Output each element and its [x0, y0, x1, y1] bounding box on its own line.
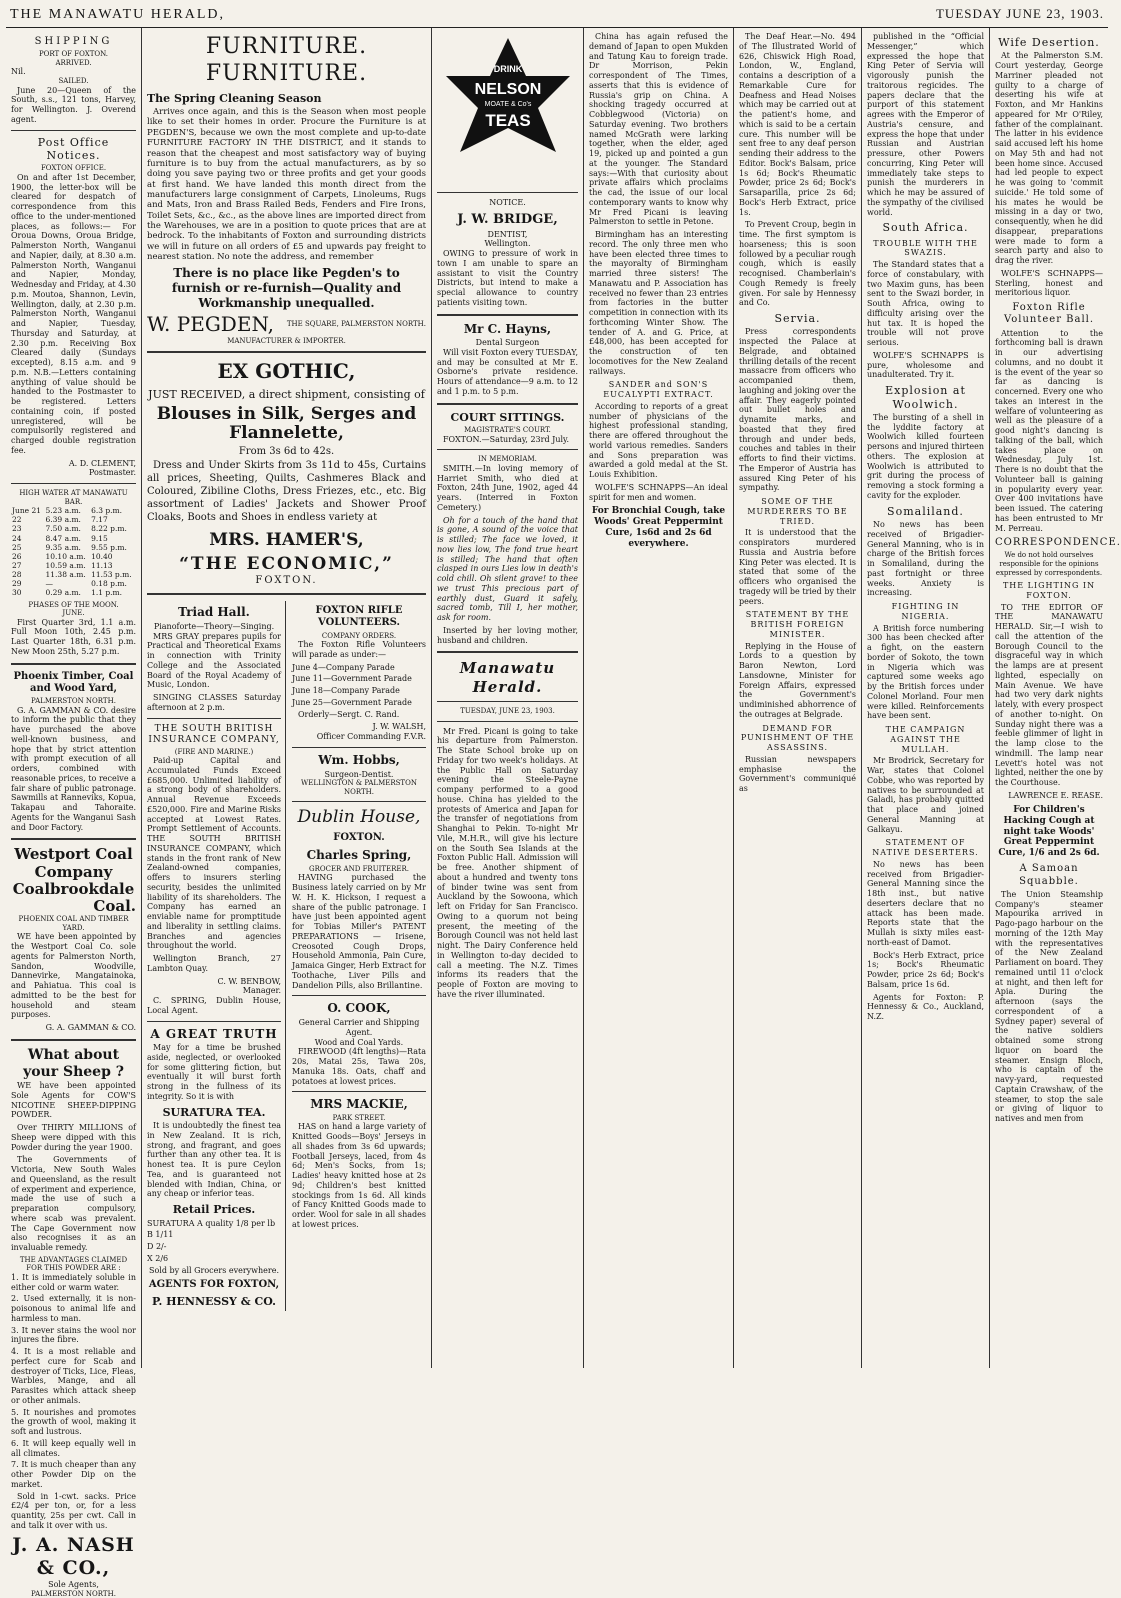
col6-serbia: Servia.: [774, 312, 821, 325]
col7b-volunteer: Foxton Rifle Volunteer Ball.: [1003, 302, 1095, 326]
tide-cell: 27: [12, 561, 22, 571]
tide-cell: 10.59 a.m.: [45, 561, 86, 571]
court-heading: COURT SITTINGS.: [450, 410, 565, 424]
post-heading: Post Office Notices.: [37, 135, 110, 162]
col7a-sa: South Africa.: [882, 221, 969, 235]
tea-brand: NELSON: [474, 81, 541, 98]
truth-text: May for a time be brushed aside, neglected, or overlooked for some glittering fiction, but eventually it will burst forth strong in the fullness of its integrity. So it is with: [147, 1043, 281, 1101]
moon-month: JUNE.: [62, 609, 85, 618]
price-item: SURATURA A quality 1/8 per lb: [147, 1218, 276, 1228]
dublin-text: HAVING purchased the Business lately carried on by Mr W. H. K. Hickson, I request a share of the public patronage. I have just been appointed agent for Tobias Miller's PATENT PREPARATIONS — Irisene, Creosoted Cough Drops, Household Ammonia, Pain Cure, Jamaica Ginger, Herb Extract for Toothache, Liver Pills and Dandelion Pills, also Brillantine.: [292, 873, 426, 990]
col6-text-3: Press correspondents inspected the Palace at Belgrade, and obtained thrilling details of the recent massacre from officers who accompanied them, laughing and joking over the affair. They eagerly pointed out bullet holes and dynamite marks, and boasted that they fired through and under beds, couches and tables in their efforts to find their victims. The Emperor of Austria has assured King Peter of his sympathy.: [739, 327, 856, 493]
tide-cell: 6.39 a.m.: [45, 515, 81, 525]
westport-yard: PHOENIX COAL AND TIMBER YARD.: [18, 915, 129, 932]
suratura-prices-heading: Retail Prices.: [172, 1203, 256, 1217]
westport-sub1: Coalbrookdale: [12, 879, 135, 898]
col7a-deserters: STATEMENT OF NATIVE DESERTERS.: [872, 838, 979, 858]
tide-cell: 7.50 a.m.: [45, 524, 81, 534]
tide-cell: 11.53 p.m.: [91, 570, 132, 580]
shipping-heading: SHIPPING: [34, 36, 113, 47]
insurance-manager: C. W. BENBOW,: [217, 976, 281, 986]
tide-cell: 7.17: [91, 515, 108, 525]
rifles-title: Officer Commanding F.V.R.: [316, 732, 426, 742]
triad-sub: Pianoforte—Theory—Singing.: [153, 621, 275, 631]
masthead-date: TUESDAY JUNE 23, 1903.: [935, 6, 1104, 21]
col7a-somaliland: Somaliland.: [887, 504, 964, 518]
mackie-name: MRS MACKIE,: [310, 1097, 408, 1112]
tide-cell: June 21: [12, 506, 42, 516]
col7b-signed: LAWRENCE E. REASE.: [1008, 790, 1103, 800]
advantage-item: 7. It is much cheaper than any other Powder Dip on the market.: [11, 1460, 136, 1489]
col7a-text-3: The bursting of a shell in the lyddite factory at Woolwich killed fourteen persons and injured thirteen others. The explosion at Woolwich is attributed to grit during the process of removing a stock forming a cavity for the exploder.: [867, 412, 984, 500]
col7a-swazis: TROUBLE WITH THE SWAZIS.: [873, 238, 978, 258]
col6-murderers: SOME OF THE MURDERERS TO BE TRIED.: [747, 497, 848, 526]
bridge-name: J. W. BRIDGE,: [457, 211, 558, 227]
advantage-item: 5. It nourishes and promotes the growth of wool, making it soft and lustrous.: [11, 1407, 136, 1437]
col7b-corr: CORRESPONDENCE.: [995, 537, 1121, 549]
tide-cell: 0.18 p.m.: [91, 579, 127, 589]
col7a-text-6: Mr Brodrick, Secretary for War, states that Colonel Cobbe, who was reported by natives to be surrounded at Galadi, has probably quitted that place and joined General Manning at Galkayu.: [867, 756, 984, 834]
mackie-text: HAS on hand a large variety of Knitted Goods—Boys' Jerseys in all shades from 3s 6d upwards; Football Jerseys, laced, from 4s 6d; Men's Socks, from 1s; Ladies' heavy knitted hose at 2s 9d; Children's best knitted stockings from 1s 6d. All kinds of Fancy Knitted Goods made to order. Wool for sale in all shades at lowest prices.: [292, 1122, 426, 1229]
shipping-port: PORT OF FOXTON.: [38, 50, 109, 59]
tide-cell: 8.47 a.m.: [45, 533, 81, 543]
col7a-text-1: published in the “Official Messenger,” which expressed the hope that King Peter of Servia will vigorously punish the traitorous regicides. The papers declare that the purport of this statement agrees with the Emperor of Austria's censure, and express the hope that under Russian and Austrian pressure, other Powers concurring, King Peter will immediately take steps to punish the murderers in which he may be assured of the sympathy of the civilised world.: [867, 32, 984, 217]
furniture-firm: W. PEGDEN,: [147, 312, 275, 337]
col7a-woolwich: Explosion at Woolwich.: [885, 384, 966, 411]
tide-cell: 11.38 a.m.: [45, 570, 86, 580]
sheep-firm-place: PALMERSTON NORTH.: [31, 1589, 116, 1598]
dublin-place: FOXTON.: [333, 832, 385, 844]
tide-cell: 9.35 a.m.: [45, 542, 81, 552]
dublin-heading: Dublin House,: [297, 807, 421, 828]
col7b-lighting: THE LIGHTING IN FOXTON.: [1002, 581, 1096, 600]
bridge-place: Wellington.: [484, 239, 531, 249]
col5-text-1: China has again refused the demand of Japan to open Mukden and Tatung Kau to foreign trade. Dr Morrison, Pekin correspondent of The Times, asserts that this is evidence of Russia's grip on China. A shocking tragedy occurred at Cobblegwood (Victoria) on Saturday evening. Two brothers named McGrath were larking together, when the elder, aged 19, picked up and pointed a gun at the younger. The Standard says:—With that curiosity about private affairs which proclaims the cad, the issue of our local contemporary wants to know why Mr Fred Picani is leaving Palmerston to settle in Petone.: [589, 32, 728, 227]
dublin-trade: GROCER AND FRUITERER.: [308, 864, 410, 873]
furniture-address: THE SQUARE, PALMERSTON NORTH.: [286, 320, 426, 329]
shipping-sailed: SAILED.: [58, 77, 89, 85]
shipping-text: June 20—Queen of the South, s.s., 121 tons, Harvey, for Wellington. J. Overend agent.: [11, 85, 136, 124]
tide-table: [11, 506, 136, 597]
furniture-bold: There is no place like Pegden's to furnish or re-furnish—Quality and Workmanship unequalled.: [171, 266, 402, 310]
advantage-item: 6. It will keep equally well in all climates.: [11, 1438, 136, 1458]
tide-cell: 22: [12, 515, 22, 525]
sheep-text-3: The Governments of Victoria, New South Wales and Queensland, as the result of experiment and experience, made the use of such a preparation compulsory, where scab was prevalent. The Cape Government now also recognises it as an invaluable remedy.: [11, 1155, 136, 1253]
court-date: FOXTON.—Saturday, 23rd July.: [443, 434, 570, 444]
column-2: [142, 28, 432, 1368]
hamer-text: Dress and Under Skirts from 3s 11d to 45s, Curtains all prices, Sheeting, Quilts, Cashmeres Black and Coloured, Zibiline Cloths, Dress Friezes, etc., etc. Big assortment of Ladies' Jackets and Shower Proof Cloaks, Boots and Shoes in endless variety at: [147, 459, 426, 523]
rifles-text: The Foxton Rifle Volunteers will parade as under:—: [292, 640, 426, 659]
price-item: B 1/11: [147, 1230, 174, 1240]
col6-text-2: To Prevent Croup, begin in time. The first symptom is hoarseness; this is soon followed by a peculiar rough cough, which is easily recognised. Chamberlain's Cough Remedy is freely given. For sale by Hennessy and Co.: [739, 220, 856, 308]
advantage-item: 1. It is immediately soluble in either cold or warm water.: [11, 1272, 136, 1292]
hobbs-place: WELLINGTON & PALMERSTON NORTH.: [301, 779, 417, 796]
col7a-bock: Bock's Herb Extract, price 1s; Bock's Rheumatic Powder, price 2s 6d; Bock's Balsam, price 1s 6d.: [867, 950, 984, 989]
parade-item: June 25—Government Parade: [292, 697, 412, 707]
cook-trade: General Carrier and Shipping Agent.: [298, 1018, 420, 1037]
col7a-text-2: The Standard states that a force of constabulary, with two Maxim guns, has been sent to the Swazi border, in South Africa, owing to difficulty arising over the hut tax. It is hoped the trouble will not prove serious.: [867, 260, 984, 348]
tide-row: [11, 506, 136, 515]
parade-item: June 18—Company Parade: [292, 686, 400, 696]
insurance-text: Paid-up Capital and Accumulated Funds Exceed £685,000. Unlimited liability of a strong body of shareholders. Annual Revenue Exceeds £520,000. Fire and Marine Risks accepted at Lowest Rates. Prompt Settlement of Accounts. THE SOUTH BRITISH INSURANCE COMPANY, which stands in the front rank of New Zealand-owned companies, offers to insurers sterling security, besides the unlimited liability of its shareholders. The Company has earned an enviable name for promptitude and liberality in settling claims. Branches and agencies throughout the world.: [147, 756, 281, 951]
hamer-heading: EX GOTHIC,: [217, 359, 356, 384]
post-text: On and after 1st December, 1900, the letter-box will be cleared for despatch of correspondence from this office to the under-mentioned places, as follows:— For Oroua Downs, Oroua Bridge, Palmerston North, Wanganui and Napier, daily, at 8.30 a.m. Palmerston North, Wanganui and Napier, Monday, Wednesday and Friday, at 4.30 p.m. Moutoa, Shannon, Levin, Wellington, daily, at 2.30 p.m. Palmerston North, Wanganui and Napier, Tuesday, Thursday and Saturday, at 2.30 p.m. Receiving Box Cleared daily (Sundays excepted), 8.15 a.m. and 9 p.m. N.B.—Letters containing anything of value should be handed to the Postmaster to be registered. Letters containing coin, if posted unregistered, will be compulsorily registered and charged double registration fee.: [11, 172, 136, 455]
tide-cell: 8.22 p.m.: [91, 524, 127, 534]
herald-text: Mr Fred. Picani is going to take his departure from Palmerston. The State School broke up on Friday for two week's holidays. At the Public Hall on Saturday evening the Steele-Payne company performed to a good house. China has yielded to the protests of America and Japan for the transfer of negotiations from Shanghai to Pekin. To-night Mr Vile, M.H.R., will give his lecture on the South Sea Islands at the Foxton Public Hall. Admission will be free. Another shipment of about a hundred and twenty tons of binder twine was sent from Auckland by the Sowoona, which left on Friday for San Francisco. Owing to a quorum not being present, the meeting of the Borough Council was not held last night. The Dairy Conference held in Wellington to-day decided to call a meeting. The N.Z. Times informs its readers that the people of Foxton are moving to have the river illuminated.: [437, 726, 578, 999]
tide-cell: 29: [12, 579, 22, 589]
rifles-parades-list: [292, 663, 426, 708]
col7a-agent: Agents for Foxton: P. Hennessy & Co., Auckland, N.Z.: [867, 992, 984, 1022]
col5-text-3: According to reports of a great number of physicians of the highest professional standing, there are offered throughout the world various remedies. Sanders and Sons preparation was awarded a gold medal at the St. Louis Exhibition.: [589, 401, 728, 479]
tide-row: [11, 534, 136, 543]
post-title: Postmaster.: [88, 468, 136, 478]
tide-row: [11, 515, 136, 524]
truth-heading: A GREAT TRUTH: [150, 1026, 278, 1041]
masthead: [6, 4, 1108, 28]
memoriam-heading: IN MEMORIAM.: [478, 455, 537, 464]
hobbs-name: Wm. Hobbs,: [318, 752, 400, 767]
post-signed: A. D. CLEMENT,: [68, 458, 136, 468]
col7b-text-2: Attention to the forthcoming ball is drawn in our advertising columns, and no doubt it is the event of the year so far as dancing is concerned. Every one who takes an interest in the welfare of volunteering as well as the pleasure of a good night's dancing is talking of the ball, which takes place on Wednesday, July 1st. There is no doubt that the Volunteer ball is gaining in popularity every year. Over 400 invitations have been issued. The catering has been entrusted to Mr M. Perreau.: [995, 328, 1103, 533]
hamer-price: From 3s 6d to 42s.: [238, 446, 335, 458]
advantage-item: 4. It is a most reliable and perfect cure for Scab and destroyer of Ticks, Lice, Fleas, Warbles, Mange, and all Parasites which attack sheep or other animals.: [11, 1347, 136, 1405]
price-item: X 2/6: [147, 1253, 169, 1263]
dublin-name: Charles Spring,: [306, 848, 412, 863]
col7b-text-4: The Union Steamship Company's steamer Mapourika arrived in Pago-pago harbour on the morning of the 12th May with the representatives of the New Zealand Parliament on board. They remained until 11 o'clock at night, and then left for Apia. During the afternoon (says the correspondent of a Sydney paper) several of the native soldiers obtained some strong liquor on board the steamer. Ensign Bloch, who is captain of the navy-yard, requested Captain Crawshaw, of the steamer, to stop the sale or giving of liquor to natives and men from: [995, 889, 1103, 1124]
price-item: D 2/-: [147, 1242, 167, 1252]
herald-flag: Manawatu Herald.: [459, 659, 556, 696]
furniture-trade: MANUFACTURER & IMPORTER.: [227, 336, 346, 345]
cook-sub: Wood and Coal Yards.: [314, 1037, 404, 1047]
column-7: [990, 28, 1121, 1368]
bridge-notice: NOTICE.: [489, 198, 526, 207]
sheep-sold: Sold in 1-cwt. sacks. Price £2/4 per ton, or, for a less quantity, 25s per cwt. Call in and talk it over with us.: [11, 1491, 136, 1530]
bridge-title: DENTIST,: [487, 229, 528, 239]
tide-row: [11, 588, 136, 597]
parade-item: June 4—Company Parade: [292, 662, 395, 672]
cook-text: FIREWOOD (4ft lengths)—Rata 20s, Matai 25s, Tawa 20s, Manuka 18s. Oats, chaff and potatoes at lowest prices.: [292, 1047, 426, 1086]
col7a-text-5: A British force numbering 300 has been checked after a fight, on the eastern border of Sokoto, the town in Nigeria which was captured some weeks ago by the British forces under Colonel Morland. Four men were killed. Reinforcements have been sent.: [867, 623, 984, 721]
col6-text-5: Replying in the House of Lords to a question by Baron Newton, Lord Lansdowne, Minister for Foreign Affairs, expressed the Government's undiminished abhorrence of the outrages at Belgrade.: [739, 641, 856, 719]
westport-sub2: Coal.: [93, 897, 136, 916]
col5-bronchial: For Bronchial Cough, take Woods' Great Peppermint Cure, 1s6d and 2s 6d everywhere.: [591, 506, 726, 550]
col6-demand: DEMAND FOR PUNISHMENT OF THE ASSASSINS.: [740, 723, 855, 753]
nelson-tea-advert: [437, 36, 578, 186]
col7b-text-1: At the Palmerston S.M. Court yesterday, George Marriner pleaded not guilty to a charge of deserting his wife at Foxton, and Mr Hankins appeared for Mr O'Riley, father of the complainant. The latter in his evidence said accused left his home on May 5th and had not been home since. Accused had led people to expect he was going to 'commit suicide.' He told some of his mates he would be missing in a day or two, consequently, when he did disappear, preparations were made to form a search party and also to drag the river.: [995, 51, 1103, 266]
col7b-heading: Wife Desertion.: [998, 36, 1100, 49]
col6-text-1: The Deaf Hear.—No. 494 of The Illustrated World of 626, Chiswick High Road, London, W., England, contains a description of a Remarkable Cure for Deafness and Head Noises which may be carried out at the patient's home, and which is said to be a certain cure. This number will be sent free to any deaf person sending their address to the Editor. Bock's Balsam, price 1s 6d; Bock's Rheumatic Powder, price 2s 6d; Bock's Sarsaparilla, price 2s 6d; Bock's Herb Extract, price 1s.: [739, 32, 856, 217]
tide-cell: 5.23 a.m.: [45, 506, 81, 516]
col7b-samoan: A Samoan Squabble.: [1019, 863, 1079, 887]
insurance-heading: THE SOUTH BRITISH INSURANCE COMPANY,: [148, 723, 280, 745]
phoenix-heading: Phoenix Timber, Coal and Wood Yard,: [13, 670, 134, 694]
column-5: [734, 28, 862, 1368]
col6-text-6: Russian newspapers emphasise the Government's communiqué as: [739, 754, 856, 794]
masthead-title: THE MANAWATU HERALD,: [10, 7, 226, 22]
tide-cell: 26: [12, 551, 22, 561]
star-logo-icon: [438, 36, 578, 186]
hamer-lead: JUST RECEIVED, a direct shipment, consisting of: [148, 387, 425, 401]
moon-heading: PHASES OF THE MOON.: [28, 600, 119, 609]
hamer-blouses: Blouses in Silk, Serges and Flannelette,: [156, 404, 417, 443]
court-sub: MAGISTRATE'S COURT.: [464, 426, 551, 435]
hayns-name: Mr C. Hayns,: [463, 321, 552, 336]
furniture-heading: FURNITURE. FURNITURE.: [205, 34, 368, 86]
rifles-sub: COMPANY ORDERS.: [321, 631, 397, 640]
tide-row: [11, 570, 136, 579]
tide-cell: —: [45, 579, 53, 589]
triad-heading: Triad Hall.: [178, 605, 250, 620]
col7a-text-4: No news has been received of Brigadier-General Manning, who is in charge of the British forces in Somaliland, during the past fortnight or three weeks. Anxiety is increasing.: [867, 520, 984, 598]
memoriam-signed: Inserted by her loving mother, husband and children.: [437, 625, 578, 645]
phoenix-place: PALMERSTON NORTH.: [31, 697, 116, 706]
col7a-text-7: No news has been received from Brigadier-General Manning since the 18th inst., but native deserters declare that no attack has been made. Reports state that the Mullah is sixty miles east-north-east of Damot.: [867, 859, 984, 947]
col7b-text-3: TO THE EDITOR OF THE MANAWATU HERALD. Sir,—I wish to call the attention of the Borough Council to the disgraceful way in which the lamps are at present lighted, especially on Main Avenue. We have had two very dark nights lately, with every prospect of another to-night. On Sunday night there was a feeble glimmer of light in the lamp close to the windmill. The lamp near Levett's hotel was not lighted, neither the one by the Courthouse.: [995, 602, 1103, 788]
insurance-manager-title: Manager.: [242, 986, 281, 996]
column-4: [584, 28, 734, 1368]
shipping-arrived: ARRIVED.: [55, 58, 92, 67]
tea-drink: DRINK: [493, 64, 522, 74]
column-6: [862, 28, 990, 1368]
insurance-office: Wellington Branch, 27 Lambton Quay.: [147, 954, 281, 973]
tide-cell: 24: [12, 533, 22, 543]
col7a-mullah: THE CAMPAIGN AGAINST THE MULLAH.: [885, 725, 966, 754]
col7b-wolfe: WOLFE'S SCHNAPPS—Sterling, honest and meritorious liquor.: [995, 268, 1103, 298]
westport-heading: Westport Coal Company: [14, 845, 133, 881]
rifles-heading: FOXTON RIFLE VOLUNTEERS.: [315, 605, 403, 629]
furniture-sub: The Spring Cleaning Season: [147, 91, 322, 105]
insurance-agent: C. SPRING, Dublin House, Local Agent.: [147, 996, 281, 1015]
westport-signed: G. A. GAMMAN & CO.: [45, 1023, 136, 1033]
tea-product: TEAS: [484, 111, 531, 130]
insurance-sub: (FIRE AND MARINE.): [174, 747, 254, 756]
triad-singing: SINGING CLASSES Saturday afternoon at 2 p.m.: [147, 693, 281, 712]
tea-maker: MOATE & Co's: [484, 101, 531, 108]
parade-item: June 11—Government Parade: [292, 674, 412, 684]
hamer-firm: MRS. HAMER'S,: [209, 529, 364, 550]
triad-text: MRS GRAY prepares pupils for Practical and Theoretical Exams in connection with Trinity College and the Associated Board of the Royal Academy of Music, London.: [147, 631, 281, 690]
hobbs-title: Surgeon-Dentist.: [324, 769, 394, 779]
col7a-wolfe: WOLFE'S SCHNAPPS is pure, wholesome and unadulterated. Try it.: [867, 350, 984, 380]
tide-row: [11, 579, 136, 588]
tide-cell: 10.10 a.m.: [45, 551, 86, 561]
furniture-text: Arrives once again, and this is the Season when most people like to set their homes in order. Procure the Furniture is at PEGDEN'S, because we own the most complete and up-to-date FURNITURE FACTORY IN THE DISTRICT, and it stands to reason that the cheapest and most satisfactory way of buying furniture is to buy from the actual manufacturers, as by so doing you save paying two or three profits and get your goods at first hand. We have landed this month direct from the manufacturers large consignment of Carpets, Linoleums, Rugs and Mats, Iron and Brass Railed Beds, Fenders and Fire Irons, Toilet Sets, &c., &c., as the above lines are imported direct from the Warehouses, we are in a position to quote prices that are at bedrock. To the inhabitants of Foxton and surrounding districts we will in future on all orders of £5 and upwards pay freight to nearest station. No note the address, and remember: [147, 107, 426, 263]
tide-row: [11, 552, 136, 561]
westport-text: WE have been appointed by the Westport Coal Co. sole agents for Palmerston North, Sandon, Woodville, Dannevirke, Mangatainoka, and Pahiatua. This coal is admitted to be the best for household and steam purposes.: [11, 932, 136, 1020]
sheep-text-2: Over THIRTY MILLIONS of Sheep were dipped with this Powder during the year 1900.: [11, 1123, 136, 1152]
bridge-text: OWING to pressure of work in town I am unable to spare an assistant to visit the Country Districts, but intend to make a special allowance to country patients visiting town.: [437, 249, 578, 307]
column-1: [6, 28, 142, 1598]
herald-date: TUESDAY, JUNE 23, 1903.: [460, 707, 555, 716]
sheep-advantages-list: [11, 1273, 136, 1490]
rifles-orderly: Orderly—Sergt. C. Rand.: [298, 709, 400, 719]
tide-row: [11, 543, 136, 552]
advantage-item: 3. It never stains the wool nor injures the fibre.: [11, 1325, 136, 1345]
memoriam-text: SMITH.—In loving memory of Harriet Smith, who died at Foxton, 24th June, 1902, aged 44 years. (Interred in Foxton Cemetery.): [437, 463, 578, 512]
col7b-corr-note: We do not hold ourselves responsible for the opinions expressed by correspondents.: [995, 551, 1103, 577]
cook-name: O. COOK,: [327, 1001, 391, 1016]
tide-cell: 9.55 p.m.: [91, 542, 127, 552]
hamer-place: FOXTON.: [255, 575, 318, 587]
col5-wolfe: WOLFE'S SCHNAPPS—An ideal spirit for men and women.: [589, 482, 728, 502]
suratura-prices-list: [147, 1219, 281, 1264]
shipping-nil: Nil.: [11, 67, 26, 77]
tide-cell: 1.1 p.m.: [91, 588, 123, 598]
tide-row: [11, 561, 136, 570]
col7a-nigeria: FIGHTING IN NIGERIA.: [891, 602, 960, 621]
tide-cell: 11.13: [91, 561, 113, 571]
tide-cell: 23: [12, 524, 22, 534]
mackie-address: PARK STREET.: [332, 1113, 386, 1122]
tide-cell: 6.3 p.m.: [91, 506, 123, 516]
hamer-store: “THE ECONOMIC,”: [179, 554, 394, 575]
col6-text-4: It is understood that the conspirators murdered Russia and Austria before King Peter was elected. It is stated that some of the officers who organised the tragedy will be tried by their peers.: [739, 528, 856, 606]
sheep-firm: J. A. NASH & CO.,: [12, 1533, 135, 1579]
tide-cell: 0.29 a.m.: [45, 588, 81, 598]
rifles-signed: J. W. WALSH,: [372, 722, 426, 732]
memoriam-verse: Oh for a touch of the hand that is gone, A sound of the voice that is stilled; The face we loved, it now lies low, The fond true heart is stilled; The hand that often clasped in ours Lies low in death's cold chill. Oh silent grave! to thee we trust This precious part of earthly dust, Guard it safely, sacred tomb, Till I, her mother, ask for room.: [437, 515, 578, 623]
suratura-agents: AGENTS FOR FOXTON,: [148, 1279, 280, 1291]
col7b-children: For Children's Hacking Cough at night take Woods' Great Peppermint Cure, 1/6 and 2s 6d.: [998, 804, 1100, 859]
col5-heading: SANDER and SON'S EUCALYPTI EXTRACT.: [603, 380, 714, 399]
column-3: [432, 28, 584, 1368]
tide-cell: 9.15: [91, 533, 108, 543]
phoenix-text: G. A. GAMMAN & CO. desire to inform the public that they have purchased the above well-known business, and hope that by strict attention with prompt execution of all orders, combined with reasonable prices, to receive a fair share of public patronage. Sawmills at Ranneviks, Kopua, Takapau and Tahoraite. Agents for the Wanganui Sash and Door Factory.: [11, 705, 136, 832]
hayns-title: Dental Surgeon: [475, 338, 540, 348]
tide-row: [11, 524, 136, 533]
suratura-heading: SURATURA TEA.: [162, 1105, 266, 1119]
moon-text: First Quarter 3rd, 1.1 a.m. Full Moon 10th, 2.45 p.m. Last Quarter 18th, 6.31 p.m. New Moon 25th, 5.27 p.m.: [11, 617, 136, 656]
sheep-text-1: WE have been appointed Sole Agents for COW'S NICOTINE SHEEP-DIPPING POWDER.: [11, 1081, 136, 1120]
tide-cell: 30: [12, 588, 22, 598]
tide-cell: 28: [12, 570, 22, 580]
sheep-adv-heading: THE ADVANTAGES CLAIMED FOR THIS POWDER ARE :: [19, 1255, 128, 1273]
post-sub: FOXTON OFFICE.: [40, 164, 107, 173]
col6-statement: STATEMENT BY THE BRITISH FOREIGN MINISTER.: [745, 610, 850, 639]
tide-cell: 25: [12, 542, 22, 552]
suratura-text: It is undoubtedly the finest tea in New Zealand. It is rich, strong, and fragrant, and goes further than any other tea. It is honest tea. It is pure Ceylon Tea, and is guaranteed not blended with Indian, China, or any cheap or inferior teas.: [147, 1121, 281, 1199]
suratura-firm: P. HENNESSY & CO.: [152, 1295, 276, 1309]
suratura-sold: Sold by all Grocers everywhere.: [148, 1265, 280, 1275]
col5-text-2: Birmingham has an interesting record. The only three men who have been elected three times to the mayoralty of Birmingham married three sisters! The Manawatu and P. Association has received no fewer than 23 entries from factories in the butter competition in connection with its forthcoming Winter Show. The tender of A. and G. Price, at £48,000, has been accepted for the construction of ten locomotives for the New Zealand railways.: [589, 230, 728, 376]
hayns-text: Will visit Foxton every TUESDAY, and may be consulted at Mr E. Osborne's private residence. Hours of attendance—9 a.m. to 12 and 1 p.m. to 5 p.m.: [437, 347, 578, 396]
advantage-item: 2. Used externally, it is non-poisonous to animal life and harmless to man.: [11, 1294, 136, 1323]
sheep-firm-sub: Sole Agents,: [48, 1579, 99, 1589]
tide-cell: 10.40: [91, 551, 113, 561]
sheep-heading: What about your Sheep ?: [23, 1046, 124, 1080]
tide-heading: HIGH WATER AT MANAWATU BAR.: [19, 489, 128, 506]
